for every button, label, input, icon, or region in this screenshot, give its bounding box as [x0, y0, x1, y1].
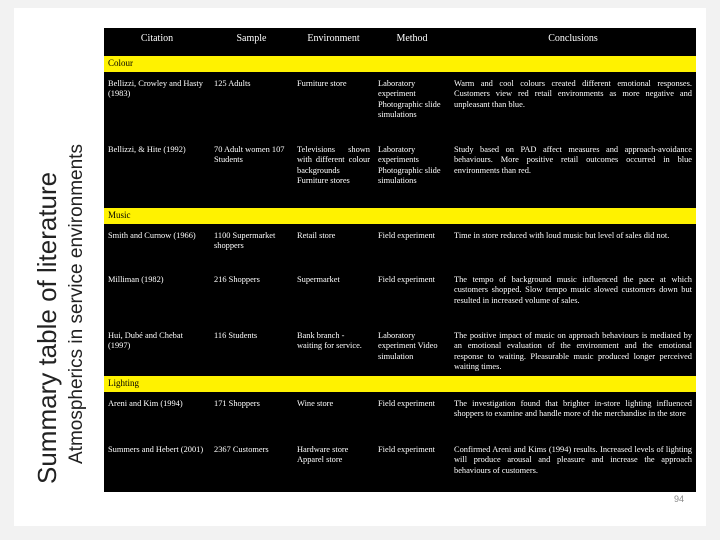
method-cell: Laboratory experiment Video simulation: [378, 331, 438, 361]
literature-table: [104, 28, 696, 492]
environment-cell: Furniture store: [297, 79, 347, 89]
table-row: [104, 224, 696, 268]
conclusions-cell: The positive impact of music on approach behaviours is mediated by an emotional evaluation of the environment and the emotional response to waiting. Pleasurable music produced longer perceived waiting times.: [454, 331, 692, 371]
section-label: Colour: [104, 56, 696, 72]
table-row: [104, 138, 696, 208]
section-row-music: [104, 208, 696, 224]
environment-cell: Supermarket: [297, 275, 340, 285]
environment-cell: Televisions shown with different colour backgrounds Furniture stores: [297, 145, 370, 185]
column-header-environment: Environment: [307, 33, 360, 44]
conclusions-cell: The tempo of background music influenced the pace at which customers shopped. Slow tempo music slowed customers down but resulted in increased volume of sales.: [454, 275, 692, 305]
section-row-colour: [104, 56, 696, 72]
sample-cell: 1100 Supermarket shoppers: [214, 231, 276, 251]
environment-cell: Wine store: [297, 399, 334, 409]
method-cell: Laboratory experiment Photographic slide simulations: [378, 79, 441, 119]
conclusions-cell: Study based on PAD affect measures and approach-avoidance behaviours. More positive retail outcomes occurred in blue environments than red.: [454, 145, 692, 175]
column-header-sample: Sample: [236, 33, 267, 44]
table-row: [104, 324, 696, 376]
method-cell: Field experiment: [378, 445, 435, 455]
conclusions-cell: Time in store reduced with loud music but level of sales did not.: [454, 231, 670, 241]
section-label: Lighting: [104, 376, 696, 392]
environment-cell: Hardware store Apparel store: [297, 445, 349, 465]
method-cell: Field experiment: [378, 231, 435, 241]
method-cell: Field experiment: [378, 275, 435, 285]
section-row-lighting: [104, 376, 696, 392]
conclusions-cell: The investigation found that brighter in-store lighting influenced shoppers to examine and handle more of the merchandise in the store: [454, 399, 692, 419]
column-header-conclusions: Conclusions: [548, 33, 598, 44]
citation-cell: Areni and Kim (1994): [108, 399, 183, 409]
citation-cell: Milliman (1982): [108, 275, 164, 285]
citation-cell: Smith and Curnow (1966): [108, 231, 196, 241]
section-label: Music: [104, 208, 696, 224]
table-row: [104, 268, 696, 324]
slide-subtitle: Atmospherics in service environments: [66, 144, 87, 464]
slide-title: Summary table of literature: [32, 171, 62, 484]
conclusions-cell: Warm and cool colours created different emotional responses. Customers view red retail environments as more negative and unpleasant than blue.: [454, 79, 692, 109]
citation-cell: Summers and Hebert (2001): [108, 445, 204, 455]
method-cell: Laboratory experiments Photographic slide simulations: [378, 145, 441, 185]
page-number: 94: [673, 494, 684, 504]
table-row: [104, 72, 696, 138]
sample-cell: 125 Adults: [214, 79, 251, 89]
sample-cell: 171 Shoppers: [214, 399, 260, 409]
sample-cell: 116 Students: [214, 331, 258, 341]
sample-cell: 216 Shoppers: [214, 275, 260, 285]
environment-cell: Bank branch - waiting for service.: [297, 331, 362, 351]
sample-cell: 70 Adult women 107 Students: [214, 145, 285, 165]
citation-cell: Bellizzi, Crowley and Hasty (1983): [108, 79, 203, 99]
table-row: [104, 438, 696, 478]
citation-cell: Bellizzi, & Hite (1992): [108, 145, 186, 155]
vertical-title-block: [14, 8, 104, 494]
conclusions-cell: Confirmed Areni and Kims (1994) results. Increased levels of lighting will produce arousal and pleasure and increase the approach behaviours of customers.: [454, 445, 692, 475]
summary-table: [104, 28, 696, 478]
table-row: [104, 392, 696, 438]
method-cell: Field experiment: [378, 399, 435, 409]
environment-cell: Retail store: [297, 231, 336, 241]
table-header-row: [104, 28, 696, 56]
column-header-method: Method: [396, 33, 428, 44]
citation-cell: Hui, Dubé and Chebat (1997): [108, 331, 183, 351]
column-header-citation: Citation: [140, 33, 174, 44]
sample-cell: 2367 Customers: [214, 445, 269, 455]
